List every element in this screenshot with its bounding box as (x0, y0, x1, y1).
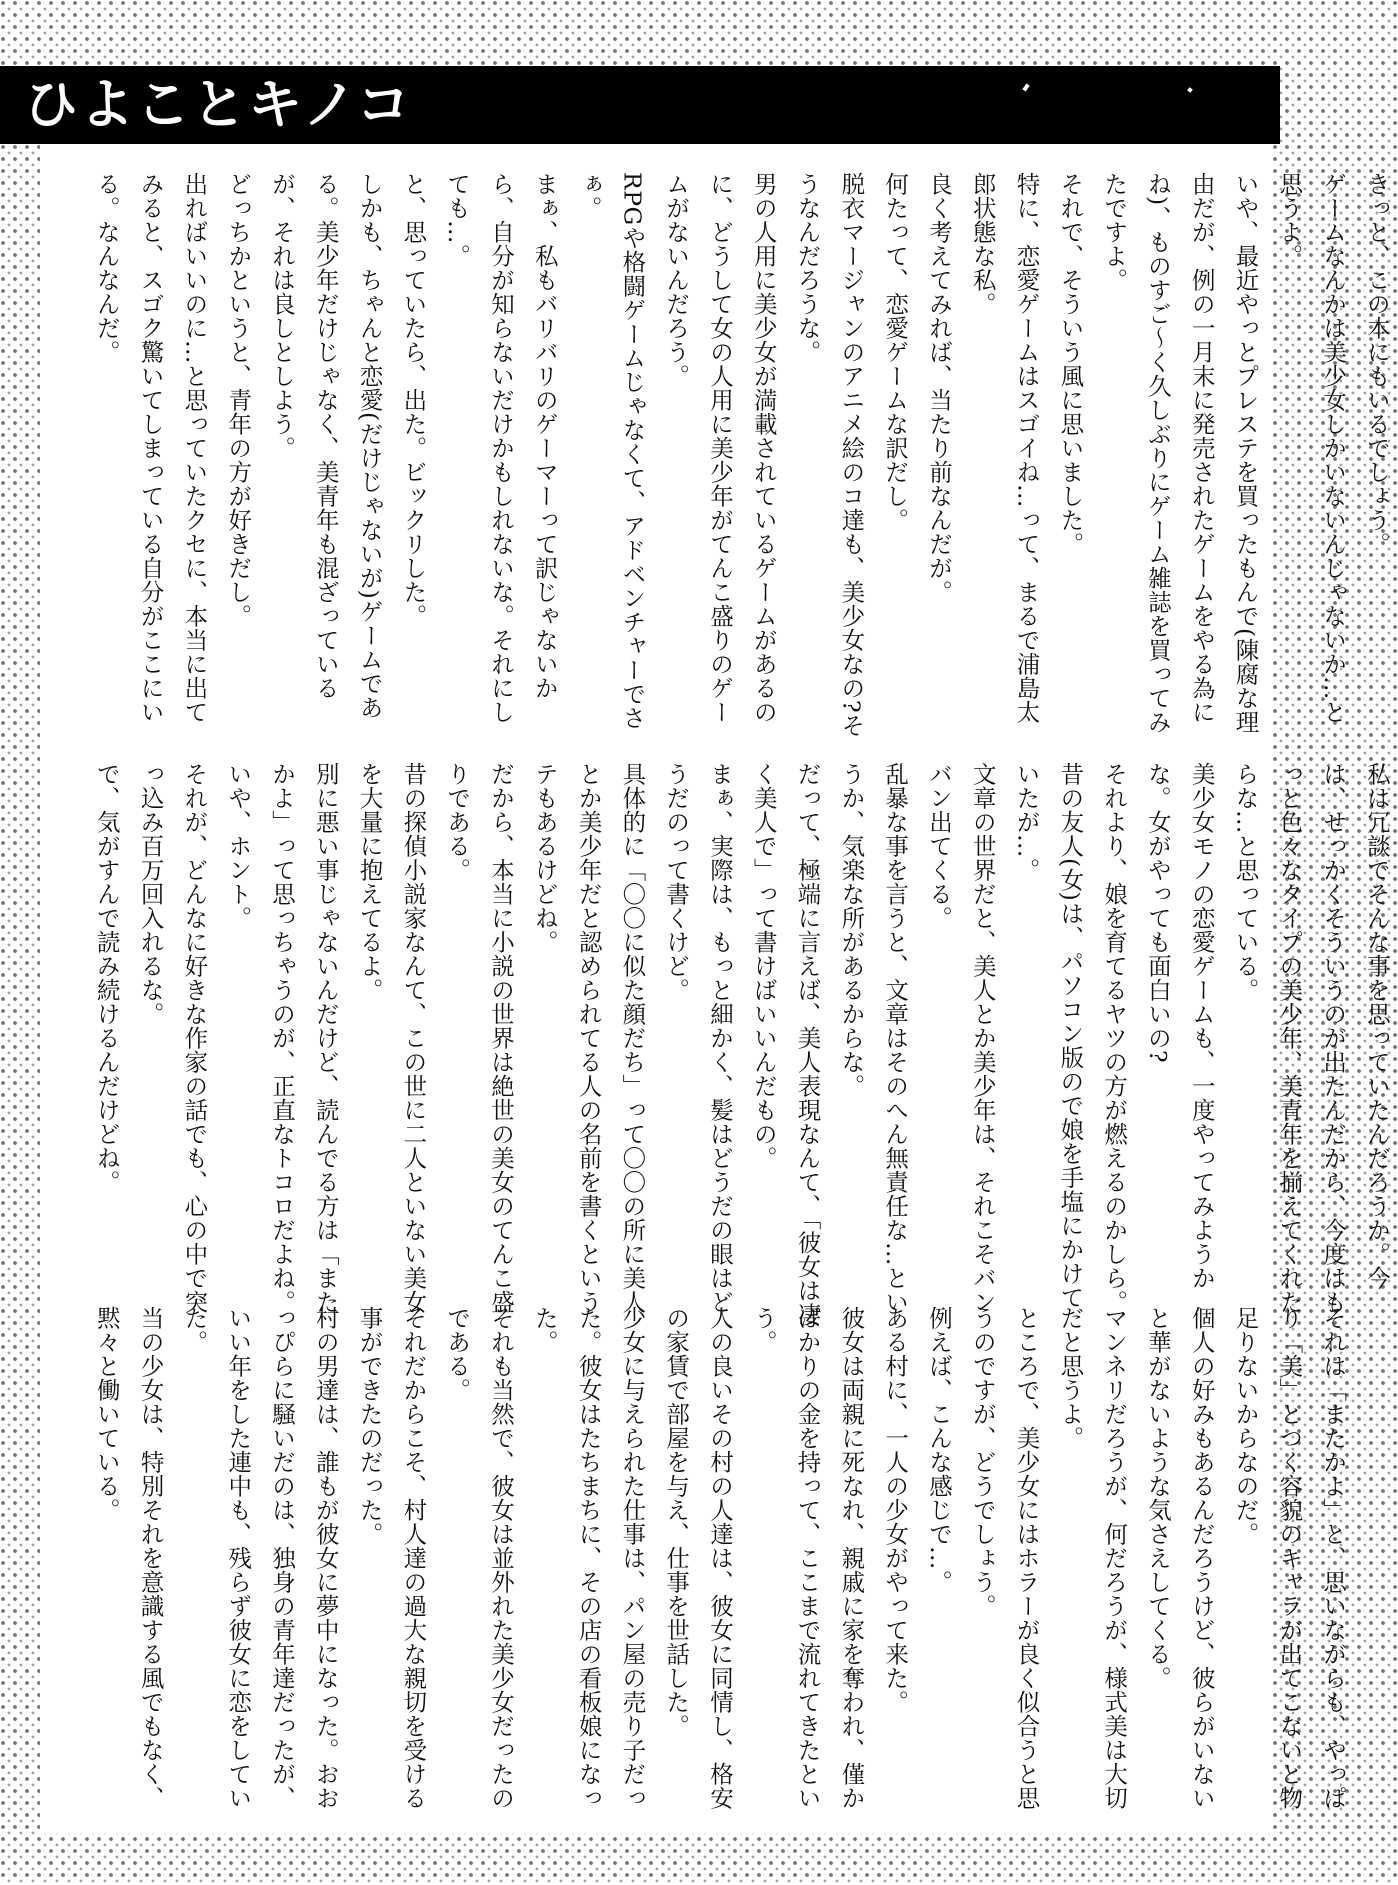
paragraph: まぁ、実際は、もっと細かく、髪はどうだの眼はどうだのって書くけど。 (662, 762, 734, 1314)
paragraph: 脱衣マージャンのアニメ絵のコ達も、美少女なの?そうなんだろうな。 (793, 172, 866, 738)
paragraph: 例えば、こんな感じで…。 (924, 1306, 953, 1594)
paragraph: 彼女は両親に死なれ、親戚に家を奪われ、僅かばかりの金を持って、ここまで流れてきたという。 (749, 1306, 866, 1810)
paragraph: しかも、ちゃんと恋愛(だけじゃないが)ゲームである。美少年だけじゃなく、美青年も混ざっているが、それは良しとしよう。 (267, 172, 384, 720)
vertical-text-block (84, 1306, 1354, 1811)
title-mark-right (1187, 87, 1193, 93)
paragraph: 文章の世界だと、美人とか美少年は、それこそバンバン出てくる。 (924, 762, 997, 1314)
paragraph: 昔の探偵小説家なんて、この世に二人といない美女を大量に抱えてるよ。 (355, 762, 428, 1314)
paragraph: 出ればいいのに…と思っていたクセに、本当に出てみると、スゴク驚いてしまっている自分がここにいる。なんなんだ。 (92, 172, 209, 724)
paragraph: 人の良いその村の人達は、彼女に同情し、格安の家賃で部屋を与え、仕事を世話した。 (662, 1306, 734, 1810)
paragraph: まぁ、私もバリバリのゲーマーって訳じゃないから、自分が知らないだけかもしれないな。それにしても…。 (443, 172, 559, 724)
vertical-text-block (84, 762, 1398, 1328)
paragraph: 当の少女は、特別それを意識する風でもなく、黙々と働いている。 (92, 1306, 165, 1810)
text-row-bottom (84, 1306, 1348, 1811)
paragraph: 何たって、恋愛ゲームな訳だし。 (881, 172, 910, 532)
paragraph: それも当然で、彼女は並外れた美少女だったのである。 (443, 1306, 515, 1810)
paragraph: それで、そういう風に思いました。 (1056, 172, 1085, 556)
paragraph: だって、極端に言えば、美人表現なんて、「彼女は凄く美人で」って書けばいいんだもの。 (749, 762, 822, 1327)
paragraph: それより、娘を育てるヤツの方が燃えるのかしら。昔の友人(女)は、パソコン版ので娘を手塩にかけていたが…。 (1012, 762, 1129, 1314)
paragraph: どっちかというと、青年の方が好きだし。 (224, 172, 253, 628)
paragraph: 良く考えてみれば、当たり前なんだが。 (924, 172, 953, 604)
paragraph: それだからこそ、村人達の過大な親切を受ける事ができたのだった。 (355, 1306, 428, 1810)
paragraph: RPGや格闘ゲームじゃなくて、アドベンチャーでさぁ。 (574, 172, 647, 730)
paragraph: 男の人用に美少女が満載されているゲームがあるのに、どうして女の人用に美少年がてんこ盛りのゲームがないんだろう。 (662, 172, 778, 724)
paragraph: きっと、この本にもいるでしょう。 (1362, 172, 1391, 556)
paragraph: 別に悪い事じゃないんだけど、読んでる方は「またかよ」って思っちゃうのが、正直なトコロだよね。いや、ホント。 (224, 762, 340, 1314)
paragraph: ところで、美少女にはホラーが良く似合うと思うのですが、どうでしょう。 (968, 1306, 1041, 1810)
paragraph: で、気がすんで読み続けるんだけどね。 (92, 762, 121, 1194)
text-row-middle (84, 762, 1391, 1328)
paragraph: それは「またかよ」と、思いながらも、やっぱり「美」とつく容貌のキャラが出てこないと物足りないからなのだ。 (1231, 1306, 1348, 1810)
paragraph: 美少女モノの恋愛ゲームも、一度やってみようかな。女がやっても面白いの? (1143, 762, 1216, 1290)
paragraph: ある村に、一人の少女がやって来た。 (881, 1306, 910, 1714)
page-title: ひよことキノコ (24, 73, 413, 136)
paragraph: マンネリだろうが、何だろうが、様式美は大切だと思うよ。 (1056, 1306, 1129, 1810)
paragraph: 具体的に「〇〇に似た顔だち」って〇〇の所に美人とか美少年だと認められてる人の名前を書くというテもあるけどね。 (530, 762, 647, 1314)
paragraph: と、思っていたら、出た。ビックリした。 (399, 172, 428, 628)
paragraph: 特に、恋愛ゲームはスゴイね…って、まるで浦島太郎状態な私。 (968, 172, 1041, 724)
content-panel (40, 144, 1391, 1834)
paragraph: 少女に与えられた仕事は、パン屋の売り子だった。彼女はたちまちに、その店の看板娘になった。 (530, 1306, 647, 1810)
paragraph: いや、最近やっとプレステを買ったもんで(陳腐な理由だが、例の一月末に発売されたゲームをやる為にね)、ものすご〜く久しぶりにゲーム雑誌を買ってみたですよ。 (1100, 172, 1260, 734)
paragraph: ゲームなんかは美少女しかいないんじゃないか…と思うよ。 (1275, 172, 1348, 724)
title-mark-left (1022, 83, 1029, 91)
paragraph: 私は冗談でそんな事を思っていたんだろうか。今は、せっかくそういうのが出たんだから、今度はもっと色々なタイプの美少年、美青年を揃えてくれたらな…と思っている。 (1231, 762, 1391, 1314)
text-row-top (84, 172, 1391, 738)
paragraph: それが、どんなに好きな作家の話でも、心の中で突っ込み百万回入れるな。 (136, 762, 209, 1314)
vertical-text-block (84, 172, 1398, 738)
paragraph: だから、本当に小説の世界は絶世の美女のてんこ盛りである。 (443, 762, 515, 1314)
paragraph: 村の男達は、誰もが彼女に夢中になった。おおっぴらに騒いだのは、独身の青年達だったが、いい年をした連中も、残らず彼女に恋をしていた。 (180, 1306, 340, 1810)
paragraph: 乱暴な事を言うと、文章はそのへん無責任な…というか、気楽な所があるからな。 (837, 762, 910, 1314)
paragraph: 個人の好みもあるんだろうけど、彼らがいないと華がないような気さえしてくる。 (1143, 1306, 1216, 1810)
title-bar (0, 66, 1280, 144)
